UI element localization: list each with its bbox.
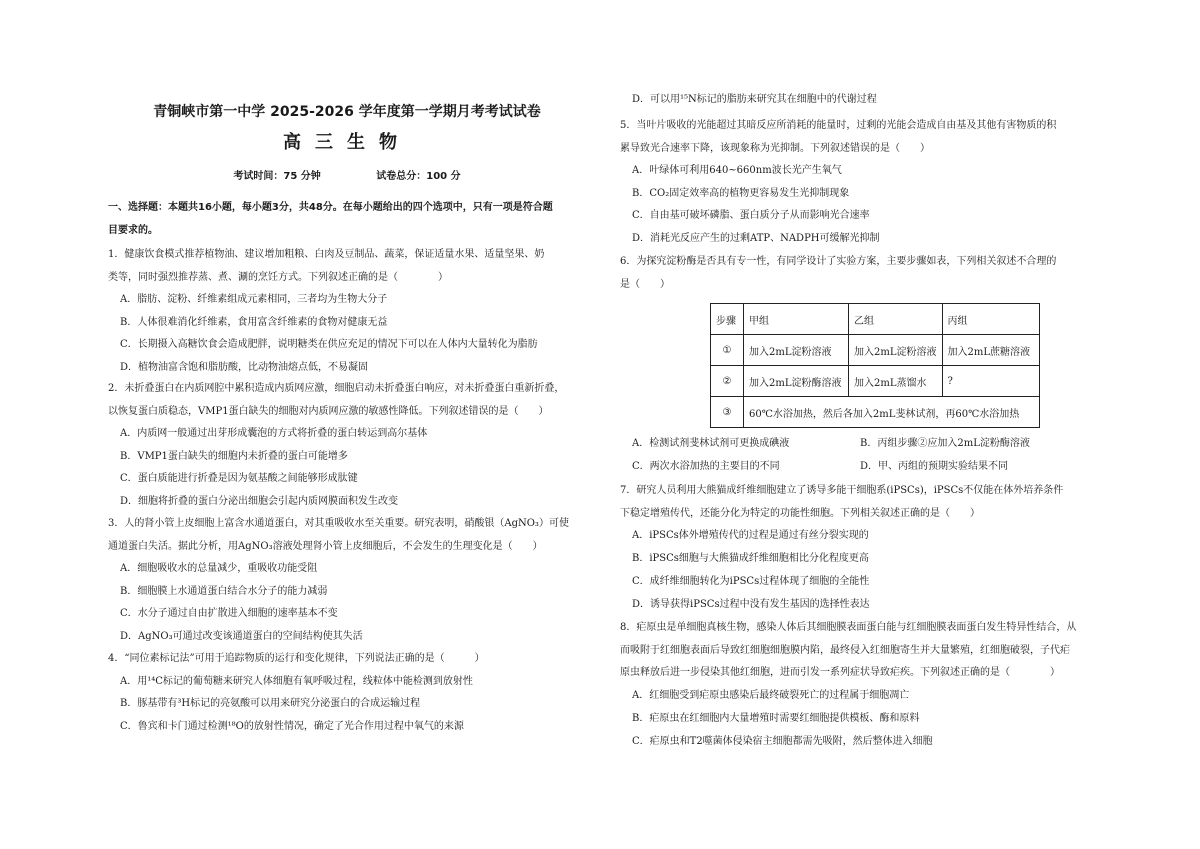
exam-time: 考试时间：75 分钟: [233, 171, 321, 182]
table-header-cell: 丙组: [942, 304, 1039, 335]
table-cell: 加入2mL蒸馏水: [849, 366, 943, 397]
option-line: A．iPSCs体外增殖传代的过程是通过有丝分裂实现的: [632, 530, 869, 541]
experiment-table: [710, 303, 1040, 428]
question-line: 是（ ）: [620, 279, 670, 290]
exam-info: [108, 167, 586, 182]
option-line: C．蛋白质能进行折叠是因为氨基酸之间能够形成肽键: [120, 473, 358, 484]
question-line: 5．当叶片吸收的光能超过其暗反应所消耗的能量时，过剩的光能会造成自由基及其他有害物质的积: [620, 120, 1057, 131]
table-cell: ?: [942, 366, 1039, 397]
option-line: C．水分子通过自由扩散进入细胞的速率基本不变: [120, 608, 338, 619]
option-line: A．红细胞受到疟原虫感染后最终破裂死亡的过程属于细胞凋亡: [632, 690, 910, 701]
option-line: D．诱导获得iPSCs过程中没有发生基因的选择性表达: [632, 599, 870, 610]
option-line: B．CO₂固定效率高的植物更容易发生光抑制现象: [632, 188, 850, 199]
question-line: 7．研究人员利用大熊猫成纤维细胞建立了诱导多能干细胞系(iPSCs)，iPSCs不仅能在体外培养条件: [620, 485, 1064, 496]
table-cell: 加入2mL淀粉溶液: [744, 335, 849, 366]
option-line: D．植物油富含饱和脂肪酸，比动物油熔点低，不易凝固: [120, 362, 369, 373]
table-header-cell: 甲组: [744, 304, 849, 335]
option-line: D．甲、丙组的预期实验结果不同: [860, 461, 1009, 472]
option-line: D．消耗光反应产生的过剩ATP、NADPH可缓解光抑制: [632, 233, 880, 244]
option-line: C．长期摄入高糖饮食会造成肥胖，说明糖类在供应充足的情况下可以在人体内大量转化为脂肪: [120, 339, 538, 350]
table-cell: 加入2mL蔗糖溶液: [942, 335, 1039, 366]
table-header-cell: 乙组: [849, 304, 943, 335]
table-row: [711, 397, 1040, 428]
question-line: 4．“同位素标记法”可用于追踪物质的运行和变化规律，下列说法正确的是（ ）: [108, 653, 485, 664]
table-merged-cell: 60℃水浴加热，然后各加入2mL斐林试剂，再60℃水浴加热: [744, 397, 1040, 428]
option-line: A．检测试剂斐林试剂可更换成碘液: [632, 438, 790, 449]
option-line: A．细胞吸收水的总量减少，重吸收功能受阻: [120, 563, 318, 574]
table-cell: 加入2mL淀粉溶液: [849, 335, 943, 366]
question-line: 通道蛋白失活。据此分析，用AgNO₃溶液处理肾小管上皮细胞后，不会发生的生理变化是（ ）: [108, 541, 543, 552]
question-line: 3．人的肾小管上皮细胞上富含水通道蛋白，对其重吸收水至关重要。研究表明，硝酸银（AgNO₃）可使: [108, 518, 569, 529]
question-line: 类等，同时强烈推荐蒸、煮、涮的烹饪方式。下列叙述正确的是（ ）: [108, 272, 448, 283]
exam-title: 青铜峡市第一中学 2025-2026 学年度第一学期月考考试试卷: [153, 104, 541, 120]
question-line: 累导致光合速率下降，该现象称为光抑制。下列叙述错误的是（ ）: [620, 143, 930, 154]
option-line: D．AgNO₃可通过改变该通道蛋白的空间结构使其失活: [120, 631, 363, 642]
option-line: B．iPSCs细胞与大熊猫成纤维细胞相比分化程度更高: [632, 553, 869, 564]
option-line: D．细胞将折叠的蛋白分泌出细胞会引起内质网膜面积发生改变: [120, 496, 399, 507]
option-line: B．丙组步骤②应加入2mL淀粉酶溶液: [860, 438, 1030, 449]
section-heading-line-1: 一、选择题：本题共16小题，每小题3分，共48分。在每小题给出的四个选项中，只有一项是符合题: [108, 202, 553, 213]
table-cell: 加入2mL淀粉酶溶液: [744, 366, 849, 397]
question-line: 而吸附于红细胞表面后导致红细胞细胞膜内陷，最终侵入红细胞寄生并大量繁殖，红细胞破裂，子代疟: [620, 645, 1070, 656]
option-line: C．自由基可破坏磷脂、蛋白质分子从而影响光合速率: [632, 210, 870, 221]
table-header-row: [711, 304, 1040, 335]
option-line: C．鲁宾和卡门通过检测¹⁸O的放射性情况，确定了光合作用过程中氧气的来源: [120, 721, 464, 732]
question-line: 1．健康饮食模式推荐植物油、建议增加粗粮、白肉及豆制品、蔬菜，保证适量水果、适量坚果、奶: [108, 249, 545, 260]
option-line: A．用¹⁴C标记的葡萄糖来研究人体细胞有氧呼吸过程，线粒体中能检测到放射性: [120, 676, 473, 687]
option-line: A．叶绿体可利用640~660nm波长光产生氧气: [632, 165, 842, 176]
option-line: B．豚基带有³H标记的亮氨酸可以用来研究分泌蛋白的合成运输过程: [120, 698, 421, 709]
option-line: D．可以用¹⁵N标记的脂肪来研究其在细胞中的代谢过程: [632, 94, 877, 105]
option-line: C．疟原虫和T2噬菌体侵染宿主细胞都需先吸附，然后整体进入细胞: [632, 736, 933, 747]
option-line: B．细胞膜上水通道蛋白结合水分子的能力减弱: [120, 586, 328, 597]
table-cell: ②: [711, 366, 744, 397]
question-line: 8．疟原虫是单细胞真核生物，感染人体后其细胞膜表面蛋白能与红细胞膜表面蛋白发生特异性结合，从: [620, 622, 1077, 633]
question-line: 以恢复蛋白质稳态，VMP1蛋白缺失的细胞对内质网应激的敏感性降低。下列叙述错误的是（ ）: [108, 406, 549, 417]
option-line: C．成纤维细胞转化为iPSCs过程体现了细胞的全能性: [632, 576, 870, 587]
question-line: 6．为探究淀粉酶是否具有专一性，有同学设计了实验方案，主要步骤如表，下列相关叙述不合理的: [620, 256, 1057, 267]
question-line: 下稳定增殖传代，还能分化为特定的功能性细胞。下列相关叙述正确的是（ ）: [620, 508, 980, 519]
option-line: B．人体很难消化纤维素，食用富含纤维素的食物对健康无益: [120, 317, 388, 328]
table-row: [711, 335, 1040, 366]
section-heading-line-2: 目要求的。: [108, 225, 158, 236]
table-cell: ①: [711, 335, 744, 366]
table-header-cell: 步骤: [711, 304, 744, 335]
table-cell: ③: [711, 397, 744, 428]
subject-title: 高三生物: [283, 132, 411, 153]
option-line: A．脂肪、淀粉、纤维素组成元素相同，三者均为生物大分子: [120, 294, 388, 305]
total-score: 试卷总分：100 分: [376, 171, 461, 182]
option-line: A．内质网一般通过出芽形成囊泡的方式将折叠的蛋白转运到高尔基体: [120, 428, 428, 439]
option-line: B．VMP1蛋白缺失的细胞内未折叠的蛋白可能增多: [120, 451, 348, 462]
option-line: C．两次水浴加热的主要目的不同: [632, 461, 780, 472]
question-line: 2．未折叠蛋白在内质网腔中累积造成内质网应激，细胞启动未折叠蛋白响应，对未折叠蛋白重新折叠，: [108, 383, 565, 394]
table-row: [711, 366, 1040, 397]
question-line: 原虫释放后进一步侵染其他红细胞，进而引发一系列症状导致疟疾。下列叙述正确的是（ ）: [620, 667, 1060, 678]
option-line: B．疟原虫在红细胞内大量增殖时需要红细胞提供模板、酶和原料: [632, 713, 920, 724]
